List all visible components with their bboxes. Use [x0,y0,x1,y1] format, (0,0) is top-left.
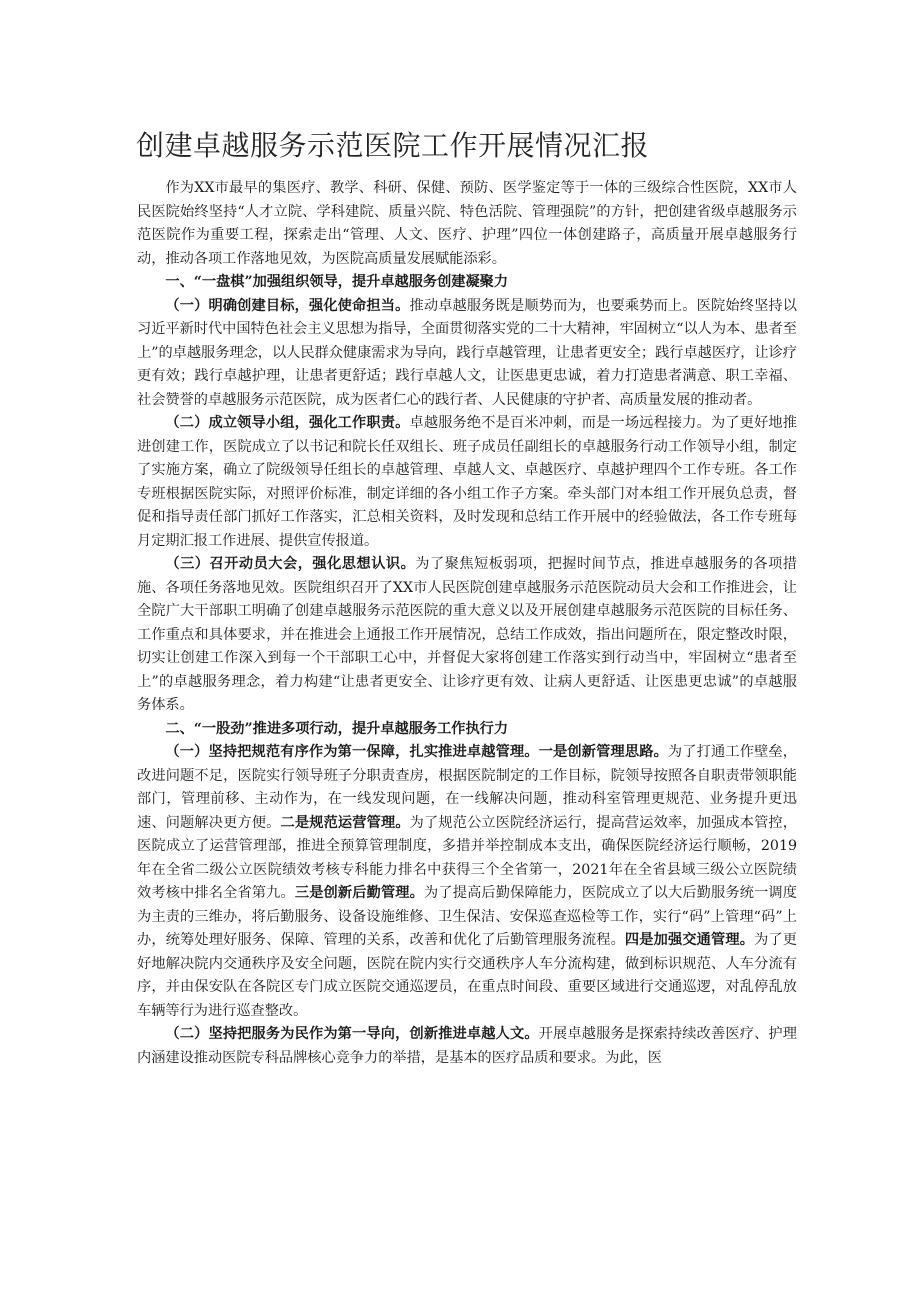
section-2-heading: 二、“一股劲”推进多项行动，提升卓越服务工作执行力 [165,720,509,737]
document-body [137,177,797,1070]
section-1-paragraph-3 [137,553,797,718]
keypoint-1: 一是创新管理思路。 [538,744,668,760]
keypoint-3-text: 为了提高后勤保障能力，医院成立了以大后勤服务统一调度为主责的三维办，将后勤服务、设备设施维修、卫生保洁、安保巡查巡检等工作，实行“码”上管理“码”上办，统筹处理好服务、保障、管理的关系，改善和优化了后勤管理服务流程。 [137,885,797,948]
keypoint-4: 四是加强交通管理。 [624,932,755,948]
intro-paragraph: 作为XX市最早的集医疗、教学、科研、保健、预防、医学鉴定等于一体的三级综合性医院，XX市人民医院始终坚持“人才立院、学科建院、质量兴院、特色活院、管理强院”的方针，把创建省级卓越服务示范医院作为重要工程，探索走出“管理、人文、医疗、护理”四位一体创建路子，高质量开展卓越服务行动，推动各项工作落地见效，为医院高质量发展赋能添彩。 [137,180,797,267]
paragraph-text: 推动卓越服务既是顺势而为，也要乘势而上。医院始终坚持以习近平新时代中国特色社会主义思想为指导，全面贯彻落实党的二十大精神，牢固树立“以人为本、患者至上”的卓越服务理念，以人民群众健康需求为导向，践行卓越管理，让患者更安全；践行卓越医疗，让诊疗更有效；践行卓越护理，让患者更舒适；践行卓越人文，让医患更忠诚，着力打造患者满意、职工幸福、社会赞誉的卓越服务示范医院，成为医者仁心的践行者、人民健康的守护者、高质量发展的推动者。 [137,297,797,408]
section-2-paragraph-1 [137,741,797,1023]
section-1-paragraph-2 [137,412,797,553]
paragraph-lead: （一）坚持把规范有序作为第一保障，扎实推进卓越管理。 [165,744,539,760]
document-title: 创建卓越服务示范医院工作开展情况汇报 [136,129,650,162]
keypoint-2: 二是规范运营管理。 [280,814,410,831]
section-1-paragraph-1 [137,295,797,413]
paragraph-lead: （二）坚持把服务为民作为第一导向，创新推进卓越人文。 [165,1026,539,1042]
section-2-paragraph-2 [137,1023,797,1070]
keypoint-4-text: 为了更好地解决院内交通秩序及安全问题，医院在院内实行交通秩序人车分流构建，做到标识规范、人车分流有序，并由保安队在各院区专门成立医院交通巡逻员，在重点时间段、重要区域进行交通巡逻，对乱停乱放车辆等行为进行巡查整改。 [137,932,797,1019]
keypoint-2-text: 为了规范公立医院经济运行，提高营运效率，加强成本管控，医院成立了运营管理部，推进全预算管理制度，多措并举控制成本支出，确保医院经济运行顺畅，2019年在全省二级公立医院绩效考核专科能力排名中获得三个全省第一，2021年在全省县域三级公立医院绩效考核中排名全省第九。 [137,814,797,901]
paragraph-text: 开展卓越服务是探索持续改善医疗、护理内涵建设推动医院专科品牌核心竞争力的举措，是基本的医疗品质和要求。为此，医 [137,1026,797,1066]
keypoint-1-text: 为了打通工作壁垒，改进问题不足，医院实行领导班子分职责查房，根据医院制定的工作目标，院领导按照各自职责带领职能部门，管理前移、主动作为，在一线发现问题，在一线解决问题，推动科室管理更规范、业务提升更迅速、问题解决更方便。 [137,744,797,831]
paragraph-lead: （二）成立领导小组，强化工作职责。 [165,415,410,431]
keypoint-3: 三是创新后勤管理。 [294,885,425,901]
paragraph-text: 为了聚焦短板弱项，把握时间节点，推进卓越服务的各项措施、各项任务落地见效。医院组织召开了XX市人民医院创建卓越服务示范医院动员大会和工作推进会，让全院广大干部职工明确了创建卓越服务示范医院的重大意义以及开展创建卓越服务示范医院的目标任务、工作重点和具体要求，并在推进会上通报工作开展情况，总结工作成效，指出问题所在，限定整改时限，切实让创建工作深入到每一个干部职工心中，并督促大家将创建工作落实到行动当中，牢固树立“患者至上”的卓越服务理念，着力构建“让患者更安全、让诊疗更有效、让病人更舒适、让医患更忠诚”的卓越服务体系。 [137,556,797,713]
paragraph-lead: （三）召开动员大会，强化思想认识。 [165,556,416,572]
paragraph-lead: （一）明确创建目标，强化使命担当。 [165,297,410,314]
section-1-heading: 一、“一盘棋”加强组织领导，提升卓越服务创建凝聚力 [165,274,509,290]
paragraph-text: 卓越服务绝不是百米冲刺，而是一场远程接力。为了更好地推进创建工作，医院成立了以书记和院长任双组长、班子成员任副组长的卓越服务行动工作领导小组，制定了实施方案，确立了院级领导任组长的卓越管理、卓越人文、卓越医疗、卓越护理四个工作专班。各工作专班根据医院实际，对照评价标准，制定详细的各小组工作子方案。牵头部门对本组工作开展负总责，督促和指导责任部门抓好工作落实，汇总相关资料，及时发现和总结工作开展中的经验做法，各工作专班每月定期汇报工作进展、提供宣传报道。 [137,415,797,549]
